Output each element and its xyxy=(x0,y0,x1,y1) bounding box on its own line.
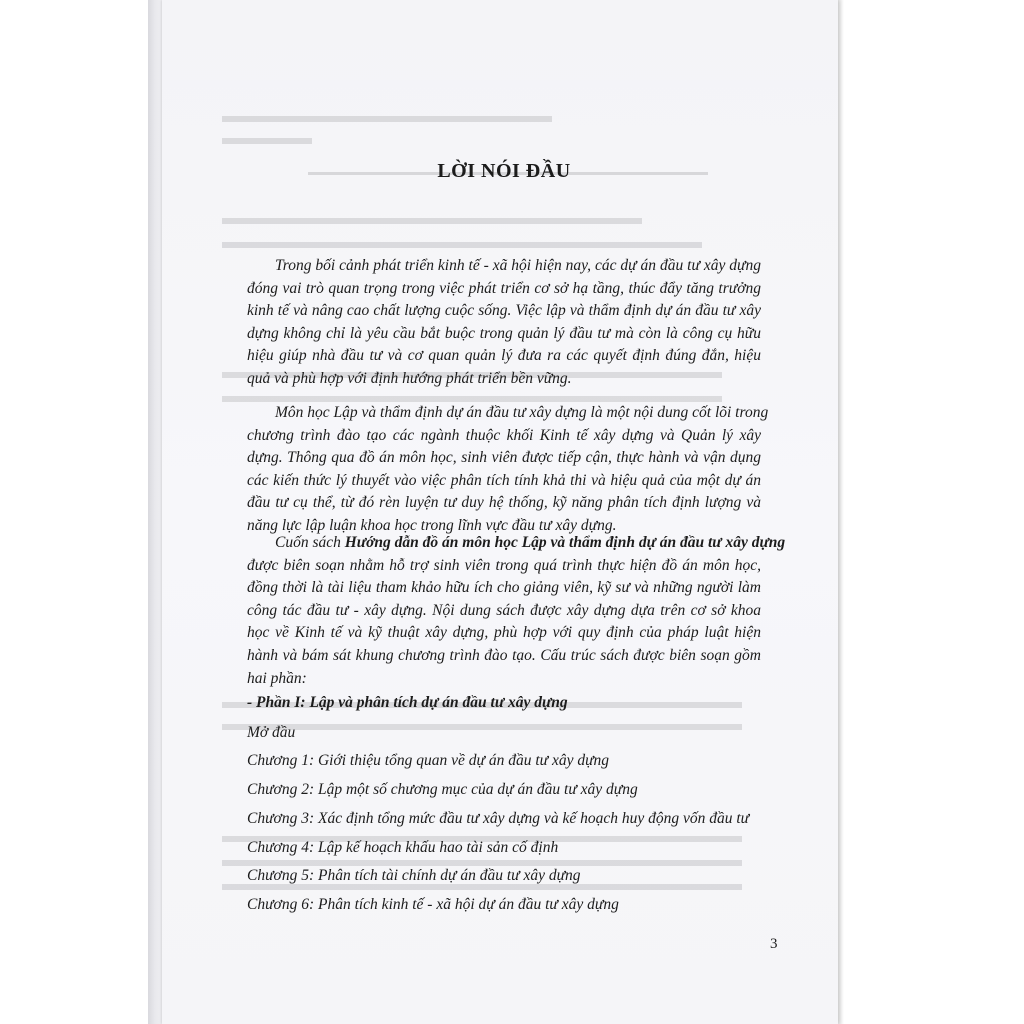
chapter-item: Chương 3: Xác định tổng mức đầu tư xây dựng và kế hoạch huy động vốn đầu tư xyxy=(247,810,750,827)
paragraph-line: quả và phù hợp với định hướng phát triển bền vững. xyxy=(247,369,572,387)
page-number: 3 xyxy=(770,936,778,952)
paragraph-line: chương trình đào tạo các ngành thuộc khối Kinh tế xây dựng và Quản lý xây xyxy=(247,426,761,444)
paragraph-1 xyxy=(247,255,761,391)
paragraph-line: dựng. Thông qua đồ án môn học, sinh viên được tiếp cận, thực hành và vận dụng xyxy=(247,449,761,467)
paragraph-line: đồng thời là tài liệu tham khảo hữu ích cho giảng viên, kỹ sư và những người làm xyxy=(247,579,761,597)
chapter-item: Mở đầu xyxy=(247,724,296,741)
chapter-item: Chương 5: Phân tích tài chính dự án đầu tư xây dựng xyxy=(247,867,581,884)
paragraph-2 xyxy=(247,402,769,538)
paragraph-line: hành và bám sát khung chương trình đào tạo. Cấu trúc sách được biên soạn gồm xyxy=(247,646,761,664)
paragraph-line: hiệu giúp nhà đầu tư và cơ quan quản lý đưa ra các quyết định đúng đắn, hiệu xyxy=(247,347,761,365)
chapter-item: Chương 6: Phân tích kinh tế - xã hội dự án đầu tư xây dựng xyxy=(247,896,619,913)
paragraph-line: hai phần: xyxy=(247,669,307,687)
paragraph-line xyxy=(247,532,786,555)
paragraph-line: năng lực lập luận khoa học trong lĩnh vực đầu tư xây dựng. xyxy=(247,516,617,534)
chapter-item: Chương 2: Lập một số chương mục của dự án đầu tư xây dựng xyxy=(247,781,638,798)
paragraph-line: đầu tư cụ thể, từ đó rèn luyện tư duy hệ thống, kỹ năng phân tích định lượng và xyxy=(247,494,761,512)
chapter-item: Chương 1: Giới thiệu tổng quan về dự án đầu tư xây dựng xyxy=(247,752,610,769)
paragraph-line: Trong bối cảnh phát triển kinh tế - xã hội hiện nay, các dự án đầu tư xây dựng xyxy=(275,257,761,274)
page-title: LỜI NÓI ĐẦU xyxy=(437,160,571,182)
book-page xyxy=(162,0,838,1024)
page-edge-shadow xyxy=(838,0,844,1024)
part-heading: - Phần I: Lập và phân tích dự án đầu tư xây dựng xyxy=(247,694,568,711)
paragraph-line: được biên soạn nhằm hỗ trợ sinh viên trong quá trình thực hiện đồ án môn học, xyxy=(247,556,761,574)
chapter-item: Chương 4: Lập kế hoạch khấu hao tài sản cố định xyxy=(247,839,559,856)
paragraph-line: công tác đầu tư - xây dựng. Nội dung sách được xây dựng dựa trên cơ sở khoa xyxy=(247,601,761,619)
paragraph-line: kinh tế và nâng cao chất lượng cuộc sống. Việc lập và thẩm định dự án đầu tư xây xyxy=(247,302,761,320)
paragraph-line: Môn học Lập và thẩm định dự án đầu tư xây dựng là một nội dung cốt lõi trong xyxy=(275,404,769,421)
paragraph-line: đóng vai trò quan trọng trong việc phát triển cơ sở hạ tầng, thúc đẩy tăng trưởng xyxy=(247,279,761,297)
paragraph-line: dựng không chỉ là yêu cầu bắt buộc trong quản lý đầu tư mà còn là công cụ hữu xyxy=(247,324,761,342)
paragraph-line: học về Kinh tế và kỹ thuật xây dựng, phù hợp với quy định của pháp luật hiện xyxy=(247,624,761,642)
paragraph-line: các kiến thức lý thuyết vào việc phân tích tính khả thi và hiệu quả của một dự án xyxy=(247,471,761,489)
paragraph-intro: Cuốn sách xyxy=(275,534,345,551)
book-title: Hướng dẫn đồ án môn học Lập và thẩm định dự án đầu tư xây dựng xyxy=(344,534,786,551)
paragraph-3 xyxy=(247,532,786,690)
